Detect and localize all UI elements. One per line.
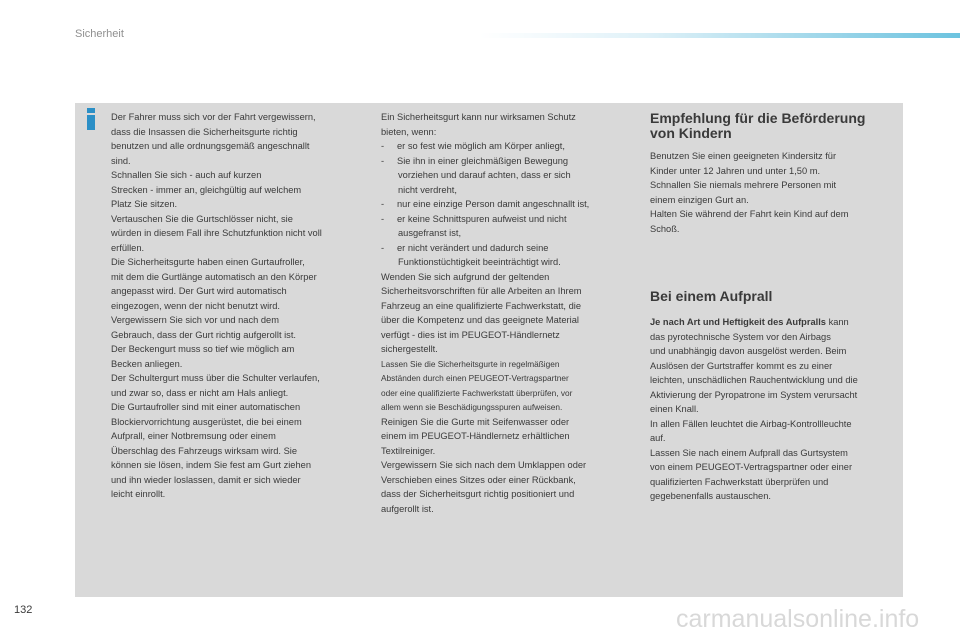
text-line: können sie lösen, indem Sie fest am Gurt ziehen	[111, 460, 311, 470]
text-line: sind.	[111, 155, 131, 166]
bold-lead: Je nach Art und Heftigkeit des Aufpralls	[650, 317, 826, 327]
text-line: Aufprall, einer Notbremsung oder einem	[111, 431, 276, 441]
text-line: aufgerollt ist.	[381, 503, 434, 514]
page-number: 132	[14, 604, 33, 616]
text-line: Schoß.	[650, 223, 680, 234]
small-note-line: Abständen durch einen PEUGEOT-Vertragspartner	[381, 373, 569, 383]
text-line: Blockiervorrichtung ausgerüstet, die bei einem	[111, 416, 302, 427]
bullet-item: - er keine Schnittspuren aufweist und nicht	[381, 213, 567, 224]
text-line: Textilreiniger.	[381, 445, 436, 456]
text-line: Becken anliegen.	[111, 358, 183, 369]
info-icon-dot	[87, 108, 95, 113]
heading-crash: Bei einem Aufprall	[650, 288, 773, 304]
seatbelt-conditions-column	[381, 110, 631, 516]
text-line: Vergewissern Sie sich vor und nach dem	[111, 315, 279, 325]
text-line: erfüllen.	[111, 242, 145, 253]
text-line: auf.	[650, 433, 666, 443]
text-line: Die Sicherheitsgurte haben einen Gurtaufroller,	[111, 257, 305, 267]
text-line: Aktivierung der Pyropatrone im System verursacht	[650, 389, 858, 400]
bullet-continuation: ausgefranst ist,	[398, 228, 462, 238]
small-note-line: oder eine qualifizierte Fachwerkstatt überprüfen, vor	[381, 387, 573, 398]
text-line: Überschlag des Fahrzeugs wirksam wird. Sie	[111, 445, 298, 456]
bullet-item: - nur eine einzige Person damit angeschnallt ist,	[381, 199, 590, 209]
text-line: Ein Sicherheitsgurt kann nur wirksamen Schutz	[381, 112, 576, 122]
text-line: Lassen Sie nach einem Aufprall das Gurtsystem	[650, 447, 848, 458]
bullet-item: - Sie ihn in einer gleichmäßigen Bewegung	[381, 155, 569, 166]
text-line: dass die Insassen die Sicherheitsgurte richtig	[111, 126, 298, 137]
text-line: dass der Sicherheitsgurt richtig positioniert und	[381, 489, 575, 499]
bullet-continuation: vorziehen und darauf achten, dass er sich	[398, 170, 571, 180]
bullet-continuation: nicht verdreht,	[398, 184, 457, 195]
text-line: Je nach Art und Heftigkeit des Aufpralls kann	[650, 317, 849, 327]
seatbelt-instructions-column	[111, 110, 363, 502]
text-line: Schnallen Sie sich - auch auf kurzen	[111, 170, 262, 180]
text-line: über die Kompetenz und das geeignete Material	[381, 315, 579, 325]
bullet-item: - er so fest wie möglich am Körper anliegt,	[381, 141, 565, 151]
text-line: Der Schultergurt muss über die Schulter verlaufen,	[111, 373, 320, 383]
text-line: Der Fahrer muss sich vor der Fahrt vergewissern,	[111, 112, 316, 122]
text-line: mit dem die Gurtlänge automatisch an den Körper	[111, 271, 317, 282]
text-line: angepasst wird. Der Gurt wird automatisch	[111, 286, 287, 296]
text-line: Gebrauch, dass der Gurt richtig aufgerollt ist.	[111, 329, 296, 340]
text-line: Auslösen der Gurtstraffer kommt es zu einer	[650, 360, 833, 371]
text-line: bieten, wenn:	[381, 126, 437, 137]
text-line: Fahrzeug an eine qualifizierte Fachwerkstatt, die	[381, 300, 581, 311]
text-line: einen Knall.	[650, 404, 699, 414]
text-line: verfügt - dies ist im PEUGEOT-Händlernetz	[381, 329, 560, 340]
small-note-line: Lassen Sie die Sicherheitsgurte in regelmäßigen	[381, 358, 560, 369]
text-line: Schnallen Sie niemals mehrere Personen mit	[650, 180, 837, 190]
text-line: gegebenenfalls austauschen.	[650, 491, 771, 501]
watermark: carmanualsonline.info	[676, 605, 920, 633]
text-line: In allen Fällen leuchtet die Airbag-Kontrollleuchte	[650, 418, 852, 429]
text-line: würden in diesem Fall ihre Schutzfunktion nicht voll	[111, 228, 322, 238]
text-line: Halten Sie während der Fahrt kein Kind auf dem	[650, 209, 849, 219]
bullet-item: - er nicht verändert und dadurch seine	[381, 242, 549, 253]
text-line: eingezogen, wenn der nicht benutzt wird.	[111, 300, 281, 311]
text-line: leichten, unschädlichen Rauchentwicklung und die	[650, 375, 858, 385]
header-gradient-bar	[480, 33, 960, 38]
text-line: einem einzigen Gurt an.	[650, 194, 749, 205]
info-icon	[84, 108, 98, 130]
text-line: und ihn wieder loslassen, damit er sich wieder	[111, 474, 301, 485]
text-line: Platz Sie sitzen.	[111, 199, 178, 209]
small-note-line: allem wenn sie Beschädigungsspuren aufweisen.	[381, 402, 563, 412]
text-line: leicht einrollt.	[111, 489, 166, 499]
text-line: Verschieben eines Sitzes oder einer Rückbank,	[381, 474, 576, 485]
text-line: Strecken - immer an, gleichgültig auf welchem	[111, 184, 302, 195]
text-line: Benutzen Sie einen geeigneten Kindersitz für	[650, 151, 837, 161]
text-line: benutzen und alle ordnungsgemäß angeschnallt	[111, 141, 310, 151]
text-line: Kinder unter 12 Jahren und unter 1,50 m.	[650, 165, 821, 176]
text-line: und unabhängig davon ausgelöst werden. Beim	[650, 346, 847, 356]
section-title: Sicherheit	[75, 28, 124, 40]
text-line: Reinigen Sie die Gurte mit Seifenwasser oder	[381, 416, 570, 427]
text-line: Vergewissern Sie sich nach dem Umklappen oder	[381, 460, 587, 470]
text-line: sichergestellt.	[381, 344, 438, 354]
heading-child-transport: Empfehlung für die Beförderung von Kindern	[650, 110, 866, 141]
children-and-crash-column	[650, 110, 898, 504]
text-line: Vertauschen Sie die Gurtschlösser nicht, sie	[111, 213, 293, 224]
info-icon-stem	[87, 115, 95, 130]
text-line: von einem PEUGEOT-Vertragspartner oder einer	[650, 462, 853, 472]
text-line: qualifizierten Fachwerkstatt überprüfen und	[650, 476, 829, 487]
text-line: Wenden Sie sich aufgrund der geltenden	[381, 271, 550, 282]
text-line: das pyrotechnische System vor den Airbags	[650, 331, 831, 342]
text-line: und zwar so, dass er nicht am Hals anliegt.	[111, 387, 289, 398]
bullet-continuation: Funktionstüchtigkeit beeinträchtigt wird.	[398, 257, 561, 267]
text-line: einem im PEUGEOT-Händlernetz erhältlichen	[381, 431, 570, 441]
text-line: Sicherheitsvorschriften für alle Arbeiten an Ihrem	[381, 286, 582, 296]
text-line: Der Beckengurt muss so tief wie möglich am	[111, 344, 295, 354]
text-line: Die Gurtaufroller sind mit einer automatischen	[111, 402, 301, 412]
